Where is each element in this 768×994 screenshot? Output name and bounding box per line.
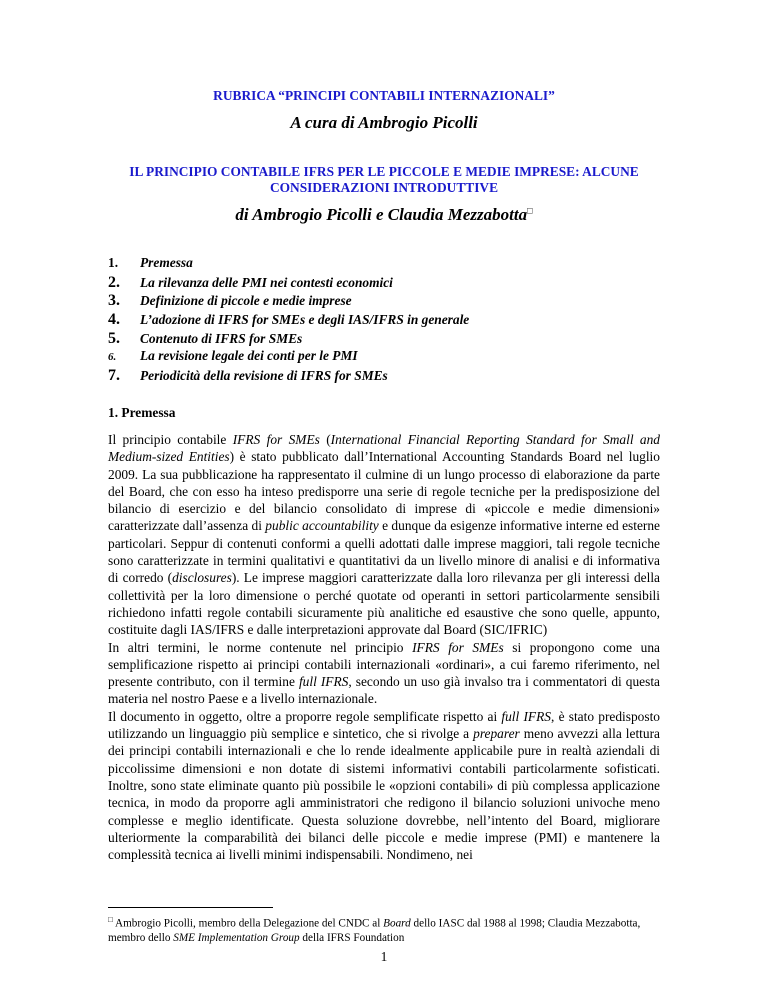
paragraph bbox=[108, 639, 660, 708]
paragraph bbox=[108, 431, 660, 639]
italic-run: preparer bbox=[473, 726, 520, 742]
toc-item bbox=[108, 274, 668, 293]
toc-item bbox=[108, 348, 668, 367]
italic-run: IFRS for SMEs bbox=[412, 639, 504, 655]
text-run: ) è stato pubblicato dall’International Accounting Standards Board nel luglio 2009. La sua pubblicazione ha rappresentato il culmine di un lungo processo di elaborazione da parte del Board, che con esso ha inteso predisporre una serie di regole tecniche per la predisposizione del bilancio di esercizio e del bilancio consolidato di imprese di «piccole e medie dimensioni» caratterizzate dall’assenza di bbox=[108, 449, 660, 534]
italic-run: IFRS for SMEs bbox=[232, 432, 320, 447]
table-of-contents bbox=[108, 255, 668, 386]
toc-label: Premessa bbox=[140, 255, 193, 270]
authors-text: di Ambrogio Picolli e Claudia Mezzabotta bbox=[235, 205, 528, 224]
editor-line: A cura di Ambrogio Picolli bbox=[290, 113, 478, 132]
footnote-divider bbox=[108, 907, 273, 908]
text-run: e dunque da esigenze informative interne ed esterne particolari. Seppur di contenuti conformi a quelli adottati dalle imprese maggiori, tali regole tecniche sono caratterizzate in termini qualitativi e quantitativi da un livello minore di analisi e di informativa di corredo ( bbox=[108, 518, 660, 586]
toc-item bbox=[108, 367, 668, 386]
italic-run: Board bbox=[383, 917, 411, 930]
toc-number: 7. bbox=[108, 367, 120, 385]
toc-item bbox=[108, 311, 668, 330]
text-run: , secondo un uso già invalso tra i commentatori di questa materia nel nostro Paese e a livello internazionale. bbox=[108, 674, 660, 707]
page-number: 1 bbox=[380, 949, 388, 964]
text-run: Il documento in oggetto, oltre a proporre regole semplificate rispetto ai bbox=[108, 708, 502, 724]
text-run: Ambrogio Picolli, membro della Delegazione del CNDC al bbox=[112, 917, 384, 930]
text-run: , è stato predisposto utilizzando un linguaggio più semplice e sintetico, che si rivolge a bbox=[108, 708, 660, 742]
footnote-marker: □ bbox=[527, 205, 533, 216]
toc-label: Contenuto di IFRS for SMEs bbox=[140, 330, 303, 346]
toc-label: La rilevanza delle PMI nei contesti economici bbox=[140, 274, 393, 290]
toc-number: 4. bbox=[108, 311, 120, 329]
authors-line bbox=[0, 205, 768, 225]
italic-run: disclosures bbox=[172, 570, 232, 586]
toc-label: Periodicità della revisione di IFRS for SMEs bbox=[140, 368, 388, 384]
article-title bbox=[120, 164, 648, 196]
italic-run: SME Implementation Group bbox=[173, 931, 300, 944]
italic-run: full IFRS bbox=[501, 708, 551, 724]
text-run: ). Le imprese maggiori caratterizzate dalla loro rilevanza per gli interessi della collettività per la loro dimensione o perché quotate od operanti in settori particolarmente sensibili richiedono infatti regole contabili sicuramente più analitiche ed esaustive che sono quelle, appunto, costituite dagli IAS/IFRS e dalle interpretazioni approvate dal Board (SIC/IFRIC) bbox=[108, 570, 660, 638]
toc-item bbox=[108, 330, 668, 349]
toc-label: Definizione di piccole e medie imprese bbox=[140, 293, 352, 309]
toc-number: 6. bbox=[108, 351, 117, 364]
text-run: della IFRS Foundation bbox=[299, 931, 405, 944]
text-run: In altri termini, le norme contenute nel principio bbox=[108, 639, 413, 655]
column-heading: RUBRICA “PRINCIPI CONTABILI INTERNAZIONALI” bbox=[213, 88, 555, 103]
toc-number: 3. bbox=[108, 292, 120, 310]
article-title-line-1: IL PRINCIPIO CONTABILE IFRS PER LE PICCOLE E MEDIE IMPRESE: ALCUNE bbox=[129, 164, 639, 179]
italic-run: International Financial Reporting Standard for Small and Medium-sized Entities bbox=[108, 432, 660, 465]
text-run: dello IASC dal 1988 al 1998; Claudia Mezzabotta, membro dello bbox=[108, 917, 641, 944]
footnote bbox=[108, 913, 660, 945]
toc-item bbox=[108, 255, 668, 274]
toc-item bbox=[108, 292, 668, 311]
toc-label: L’adozione di IFRS for SMEs e degli IAS/IFRS in generale bbox=[140, 312, 470, 328]
italic-run: full IFRS bbox=[298, 674, 349, 690]
paragraph bbox=[108, 708, 660, 864]
toc-label: La revisione legale dei conti per le PMI bbox=[140, 348, 358, 364]
text-run: ( bbox=[319, 432, 331, 447]
section-heading: 1. Premessa bbox=[108, 405, 176, 420]
italic-run: public accountability bbox=[265, 518, 379, 534]
article-title-line-2: CONSIDERAZIONI INTRODUTTIVE bbox=[269, 180, 499, 195]
text-run: Il principio contabile bbox=[108, 432, 233, 447]
text-run: si propongono come una semplificazione rispetto ai principi contabili internazionali «ordinari», a cui faremo riferimento, nel presente contributo, con il termine bbox=[108, 639, 660, 690]
text-run: meno avvezzi alla lettura dei principi contabili internazionali e che lo rende idealmente applicabile pure in realtà aziendali di piccolissime dimensioni e non dotate di sistemi informativi contabili particolarmente sofisticati. Inoltre, sono state eliminate quanto più possibile le «opzioni contabili» di più complessa applicazione tecnica, in modo da proporre agli amministratori che redigono il bilancio soluzioni univoche meno complesse e meglio identificate. Questa soluzione dovrebbe, nell’intento del Board, migliorare ulteriormente la comparabilità dei bilanci delle piccole e medie imprese (PMI) e mantenere la complessità tecnica ai livelli minimi indispensabili. Nondimeno, nei bbox=[108, 726, 660, 863]
section-body bbox=[108, 431, 660, 863]
toc-number: 5. bbox=[108, 329, 120, 347]
toc-number: 2. bbox=[108, 273, 120, 291]
footnote-marker: □ bbox=[108, 915, 113, 924]
toc-number: 1. bbox=[108, 255, 119, 270]
